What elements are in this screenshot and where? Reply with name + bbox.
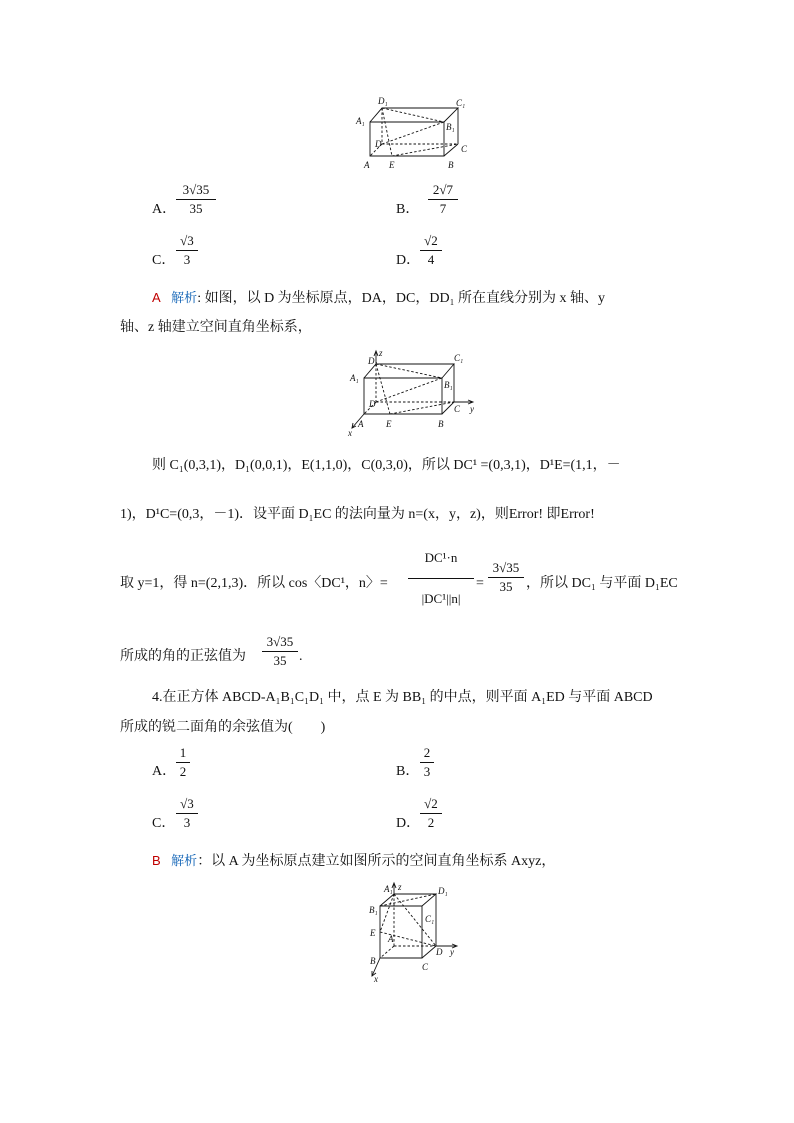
option-letter: B． xyxy=(396,764,420,779)
label-C: C xyxy=(461,144,468,154)
option-fraction xyxy=(420,796,442,831)
frac-num: √3 xyxy=(180,233,194,248)
frac-den: |DC¹||n| xyxy=(421,591,461,606)
frac-den: 4 xyxy=(427,252,435,267)
q3-solution-line-3: 则 C₁(0,3,1)，D₁(0,0,1)，E(1,1,0)，C(0,3,0)，所以 DC¹ =(0,3,1)，D¹E=(1,1，－ xyxy=(152,458,621,473)
option-fraction xyxy=(420,233,442,268)
option-letter: A． xyxy=(152,202,177,217)
label-B: B xyxy=(370,956,376,966)
label-E: E xyxy=(386,419,392,429)
label-x: x xyxy=(374,974,378,984)
label-B1: B₁ xyxy=(446,122,455,132)
label-B: B xyxy=(448,160,454,170)
answer-letter: A xyxy=(152,290,161,305)
figure-cuboid-1 xyxy=(352,94,474,176)
q4-stem-line-1: 4.在正方体 ABCD-A₁B₁C₁D₁ 中，点 E 为 BB₁ 的中点，则平面 A₁ED 与平面 ABCD xyxy=(152,690,653,705)
text: : 如图，以 D 为坐标原点，DA，DC，DD₁ 所在直线分别为 x 轴、y xyxy=(197,291,605,306)
label-C1: C₁ xyxy=(454,353,464,363)
frac-num: 2√7 xyxy=(432,182,454,197)
analysis-label: 解析 xyxy=(171,853,198,868)
label-D1: D₁ xyxy=(368,356,378,366)
label-x: x xyxy=(348,428,352,438)
q3-solution-line-2: 轴、z 轴建立空间直角坐标系， xyxy=(120,320,312,335)
q4-stem-line-2: 所成的锐二面角的余弦值为( ) xyxy=(120,720,326,735)
frac-den: 3 xyxy=(183,252,191,267)
figure-cuboid-2 xyxy=(344,348,478,440)
label-z: z xyxy=(379,348,383,358)
option-fraction xyxy=(176,182,216,217)
figure-cube-3 xyxy=(366,880,466,986)
cosine-fraction xyxy=(408,550,474,607)
label-A: A xyxy=(358,419,364,429)
label-D1: D₁ xyxy=(438,886,448,896)
option-letter: A． xyxy=(152,764,177,779)
option-letter: D． xyxy=(396,253,421,268)
frac-den: 3 xyxy=(183,815,191,830)
label-A1: A₁ xyxy=(350,373,359,383)
label-C: C xyxy=(422,962,429,972)
frac-num: 3√35 xyxy=(182,182,210,197)
frac-den: 3 xyxy=(423,764,431,779)
label-A: A xyxy=(388,934,394,944)
label-y: y xyxy=(450,947,454,957)
label-D: D xyxy=(375,139,382,149)
q3-solution-line-5a: 取 y=1，得 n=(2,1,3)．所以 cos〈DC¹，n〉= xyxy=(120,576,388,591)
option-fraction xyxy=(176,796,198,831)
result-fraction xyxy=(488,560,524,595)
label-C: C xyxy=(454,404,461,414)
label-A1: A₁ xyxy=(356,116,365,126)
frac-num: 3√35 xyxy=(266,634,294,649)
frac-den: 7 xyxy=(439,201,447,216)
q3-solution-line-1 xyxy=(152,288,605,309)
q4-solution-line-1 xyxy=(152,851,555,872)
label-D: D xyxy=(369,399,376,409)
label-B1: B₁ xyxy=(444,380,453,390)
q3-solution-line-5b: ，所以 DC₁ 与平面 D₁EC xyxy=(526,576,678,591)
frac-num: 3√35 xyxy=(492,560,520,575)
frac-den: 2 xyxy=(179,764,187,779)
frac-den: 35 xyxy=(499,579,513,594)
label-C1: C₁ xyxy=(456,98,466,108)
frac-num: 2 xyxy=(423,745,431,760)
label-D: D xyxy=(436,947,443,957)
option-letter: D． xyxy=(396,816,421,831)
label-E: E xyxy=(370,928,376,938)
sine-fraction xyxy=(262,634,298,669)
frac-den: 35 xyxy=(273,653,287,668)
label-A1: A₁ xyxy=(384,884,393,894)
frac-den: 2 xyxy=(427,815,435,830)
equals-sign: = xyxy=(476,576,484,591)
label-A: A xyxy=(364,160,370,170)
label-E: E xyxy=(389,160,395,170)
frac-num: √2 xyxy=(424,233,438,248)
label-C1: C₁ xyxy=(425,914,435,924)
frac-num: √3 xyxy=(180,796,194,811)
option-fraction xyxy=(428,182,458,217)
option-letter: C． xyxy=(152,816,176,831)
option-fraction xyxy=(176,233,198,268)
frac-num: 1 xyxy=(179,745,187,760)
label-D1: D₁ xyxy=(378,96,388,106)
frac-num: DC¹·n xyxy=(424,550,458,565)
option-letter: C． xyxy=(152,253,176,268)
answer-letter: B xyxy=(152,853,161,868)
analysis-label: 解析 xyxy=(171,290,198,305)
option-fraction xyxy=(176,745,190,780)
label-z: z xyxy=(398,882,402,892)
label-B: B xyxy=(438,419,444,429)
label-B1: B₁ xyxy=(369,905,378,915)
frac-num: √2 xyxy=(424,796,438,811)
option-fraction xyxy=(420,745,434,780)
q3-solution-line-6b: . xyxy=(299,649,303,664)
frac-den: 35 xyxy=(189,201,203,216)
option-letter: B． xyxy=(396,202,420,217)
label-y: y xyxy=(470,404,474,414)
q3-solution-line-6a: 所成的角的正弦值为 xyxy=(120,649,246,664)
text: ：以 A 为坐标原点建立如图所示的空间直角坐标系 Axyz， xyxy=(197,854,556,869)
q3-solution-line-4: 1)，D¹C=(0,3，－1)．设平面 D₁EC 的法向量为 n=(x，y，z)，则Error! 即Error! xyxy=(120,507,595,522)
